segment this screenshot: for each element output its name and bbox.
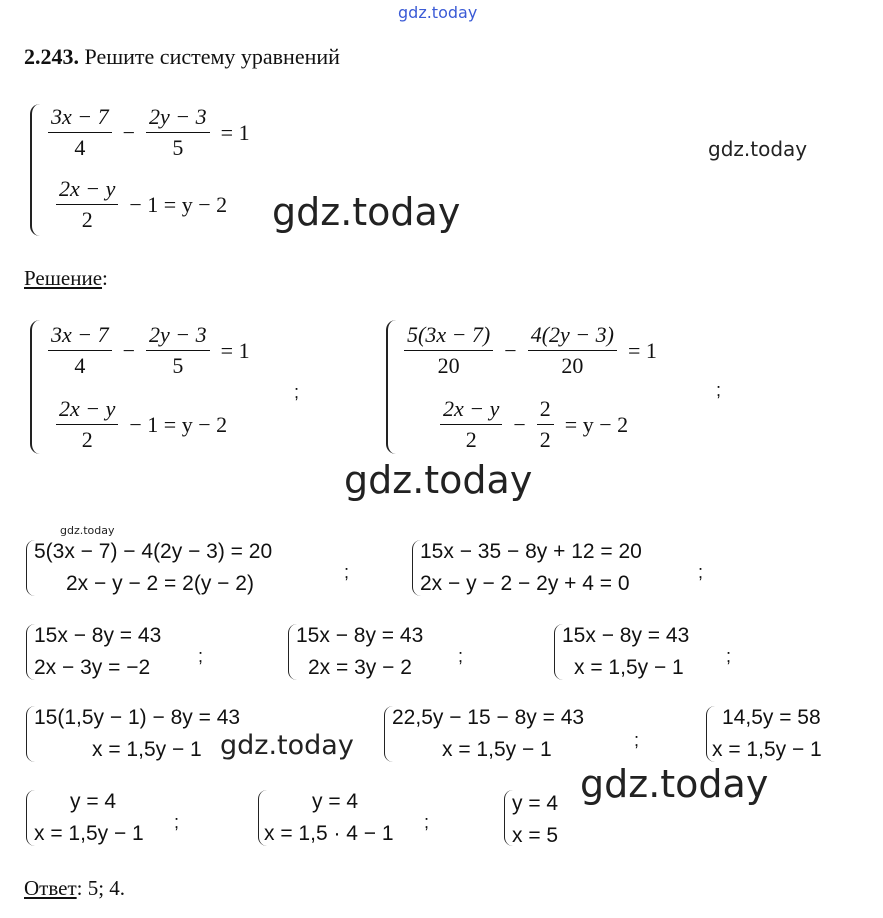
step3-line-b: 2x − 3y = −2 [34,656,151,679]
system2-eq2: $\frac{2x - y}{2}$ − 1 = y − 2 [52,396,230,453]
semicolon-7: ; [726,646,732,666]
task-text: Решите систему уравнений [84,44,340,69]
step6-line-b: x = 1,5y − 1 [92,738,202,761]
step10-line-b: x = 1,5 · 4 − 1 [264,822,394,845]
step2-line-a: 15x − 35 − 8y + 12 = 20 [420,540,642,563]
watermark-small: gdz.today [60,524,115,537]
system1-eq2: $\frac{2x - y}{2}$ − 1 = y − 2 [52,176,230,233]
step5-line-a: 15x − 8y = 43 [562,624,690,647]
semicolon-10: ; [424,812,430,832]
step11-line-a: y = 4 [512,792,559,815]
solution-label: Решение: [24,266,108,290]
step1-line-b: 2x − y − 2 = 2(y − 2) [66,572,254,595]
watermark-big-2: gdz.today [344,458,533,502]
semicolon-4: ; [698,562,704,582]
system2-eq1: $\frac{3x - 7}{4}$ − $\frac{2y - 3}{5}$ = 1 [44,322,253,379]
semicolon-9: ; [174,812,180,832]
answer [24,876,125,901]
answer-label: Ответ [24,876,77,900]
step1-line-a: 5(3x − 7) − 4(2y − 3) = 20 [34,540,273,563]
task-heading [24,44,340,70]
step6-line-a: 15(1,5y − 1) − 8y = 43 [34,706,241,729]
step4-line-b: 2x = 3y − 2 [308,656,412,679]
system3-eq1: $\frac{5(3x - 7)}{20}$ − $\frac{4(2y - 3)}{20}$ = 1 [400,322,660,379]
step3-line-a: 15x − 8y = 43 [34,624,162,647]
semicolon-6: ; [458,646,464,666]
step2-line-b: 2x − y − 2 − 2y + 4 = 0 [420,572,630,595]
step10-line-a: y = 4 [312,790,359,813]
watermark-big-4: gdz.today [580,762,769,806]
step8-line-a: 14,5y = 58 [722,706,821,729]
semicolon-5: ; [198,646,204,666]
watermark-right: gdz.today [708,137,808,161]
semicolon-1: ; [294,382,300,402]
system3-eq2: $\frac{2x - y}{2}$ − $\frac{2}{2}$ = y − 2 [436,396,631,453]
step5-line-b: x = 1,5y − 1 [574,656,684,679]
step7-line-a: 22,5y − 15 − 8y = 43 [392,706,585,729]
step9-line-a: y = 4 [70,790,117,813]
watermark-big-3: gdz.today [220,730,354,761]
task-number: 2.243. [24,44,79,69]
watermark-top: gdz.today [398,3,478,22]
step11-line-b: x = 5 [512,824,559,847]
system1-eq1: $\frac{3x - 7}{4}$ − $\frac{2y - 3}{5}$ = 1 [44,104,253,161]
semicolon-8: ; [634,730,640,750]
step4-line-a: 15x − 8y = 43 [296,624,424,647]
step7-line-b: x = 1,5y − 1 [442,738,552,761]
semicolon-3: ; [344,562,350,582]
step8-line-b: x = 1,5y − 1 [712,738,822,761]
answer-value: : 5; 4. [76,876,126,900]
watermark-big-1: gdz.today [272,190,461,234]
step9-line-b: x = 1,5y − 1 [34,822,144,845]
semicolon-2: ; [716,380,722,400]
